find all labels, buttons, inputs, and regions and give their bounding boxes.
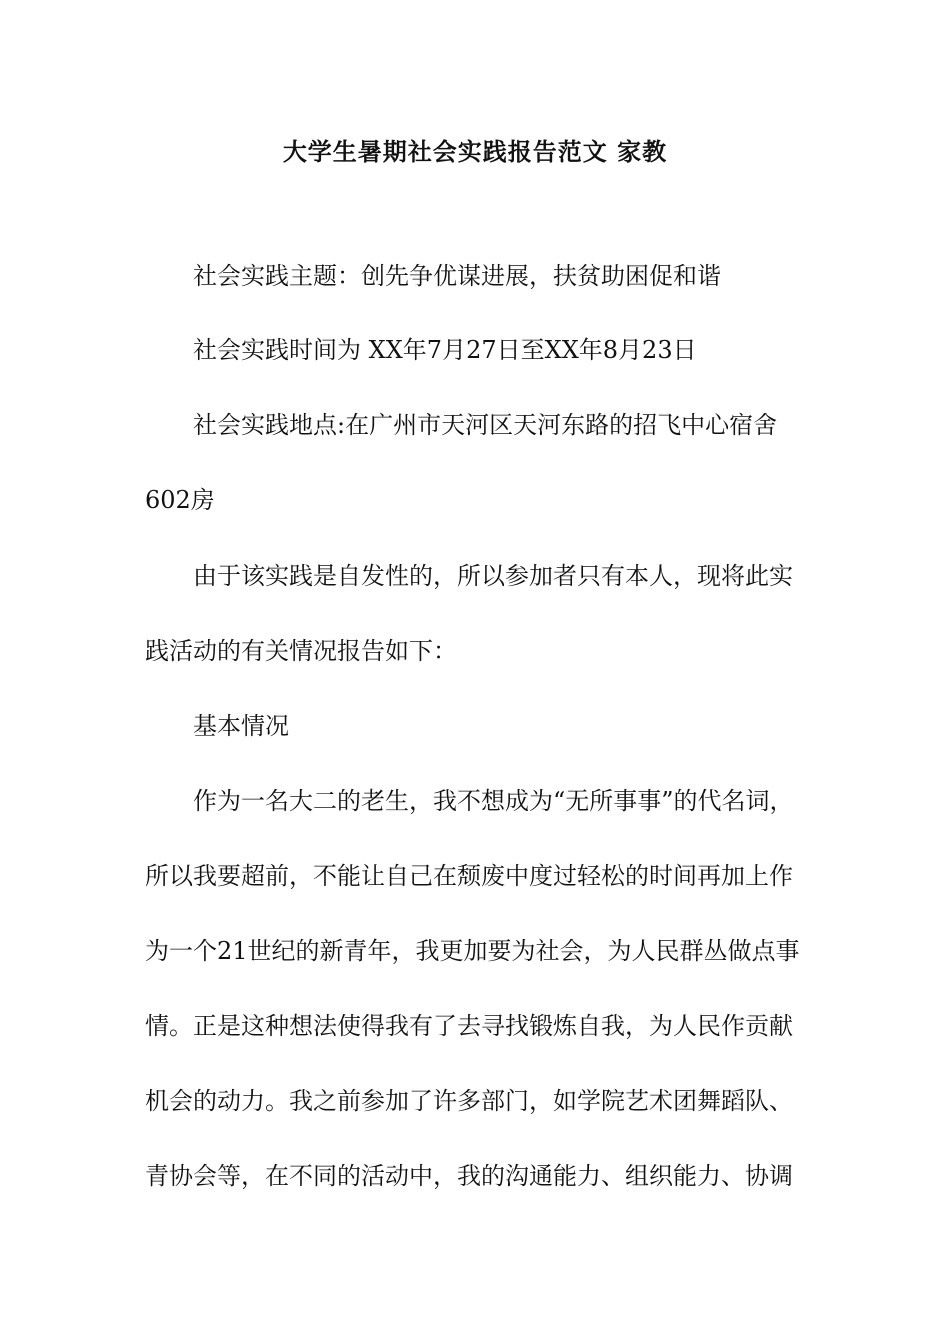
paragraph-line: 情。正是这种想法使得我有了去寻找锻炼自我，为人民作贡献 [145, 1012, 793, 1040]
paragraph-line: 所以我要超前，不能让自己在颓废中度过轻松的时间再加上作 [145, 862, 793, 890]
document-title: 大学生暑期社会实践报告范文 家教 [282, 137, 668, 166]
paragraph-line: 青协会等，在不同的活动中，我的沟通能力、组织能力、协调 [145, 1162, 793, 1190]
paragraph-line: 机会的动力。我之前参加了许多部门，如学院艺术团舞蹈队、 [145, 1087, 793, 1115]
paragraph-line: 作为一名大二的老生，我不想成为“无所事事”的代名词， [193, 787, 794, 815]
section-heading: 基本情况 [193, 712, 289, 740]
paragraph-line: 社会实践时间为 XX年7月27日至XX年8月23日 [193, 336, 697, 364]
paragraph-line: 践活动的有关情况报告如下： [145, 637, 457, 665]
paragraph-line: 602房 [145, 486, 215, 514]
paragraph-line: 社会实践主题：创先争优谋进展，扶贫助困促和谐 [193, 262, 721, 290]
paragraph-line: 由于该实践是自发性的，所以参加者只有本人，现将此实 [193, 562, 793, 590]
paragraph-line: 为一个21世纪的新青年，我更加要为社会，为人民群丛做点事 [145, 937, 800, 965]
paragraph-line: 社会实践地点:在广州市天河区天河东路的招飞中心宿舍 [193, 411, 778, 439]
